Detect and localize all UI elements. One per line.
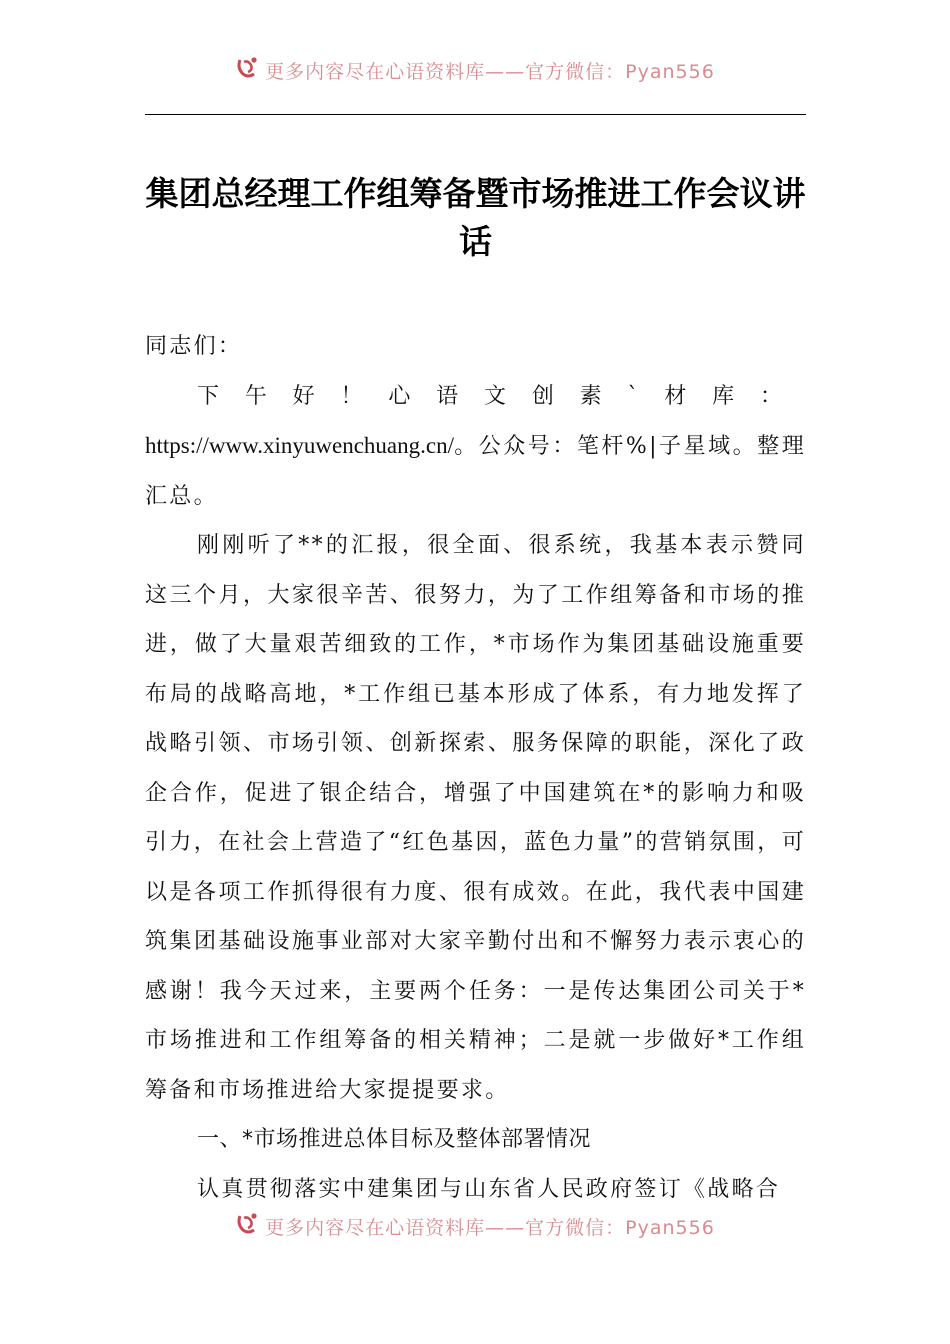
section-heading-1: 一、*市场推进总体目标及整体部署情况 xyxy=(197,1127,592,1152)
logo-icon xyxy=(235,1210,261,1236)
document-body xyxy=(145,322,806,1214)
document-title: 集团总经理工作组筹备暨市场推进工作会议讲话 xyxy=(145,174,806,261)
greeting-paragraph xyxy=(145,372,806,522)
greeting-url-start: https:// xyxy=(145,433,209,458)
salutation: 同志们： xyxy=(145,334,243,359)
paragraph-2: 认真贯彻落实中建集团与山东省人民政府签订《战略合 xyxy=(197,1176,781,1202)
header-divider xyxy=(145,114,806,115)
logo-icon xyxy=(235,54,261,80)
greeting-suffix: 。公众号：笔杆%|子星域。整理汇总。 xyxy=(145,434,806,509)
greeting-prefix: 下午好！心语文创素`材库： xyxy=(197,383,806,409)
watermark-text: 更多内容尽在心语资料库——官方微信：Pyan556 xyxy=(265,1216,715,1238)
watermark-text: 更多内容尽在心语资料库——官方微信：Pyan556 xyxy=(265,60,715,82)
greeting-url-end: www.xinyuwenchuang.cn/ xyxy=(208,433,454,458)
watermark-header xyxy=(0,52,950,82)
watermark-footer xyxy=(0,1208,950,1238)
paragraph-1: 刚刚听了**的汇报，很全面、很系统，我基本表示赞同这三个月，大家很辛苦、很努力，为了工作组筹备和市场的推进，做了大量艰苦细致的工作，*市场作为集团基础设施重要布局的战略高地，*工作组已基本形成了体系，有力地发挥了战略引领、市场引领、创新探索、服务保障的职能，深化了政企合作，促进了银企结合，增强了中国建筑在*的影响力和吸引力，在社会上营造了“红色基因，蓝色力量”的营销氛围，可以是各项工作抓得很有力度、很有成效。在此，我代表中国建筑集团基础设施事业部对大家辛勤付出和不懈努力表示衷心的感谢！我今天过来，主要两个任务：一是传达集团公司关于*市场推进和工作组筹备的相关精神；二是就一步做好*工作组筹备和市场推进给大家提提要求。 xyxy=(145,533,806,1103)
